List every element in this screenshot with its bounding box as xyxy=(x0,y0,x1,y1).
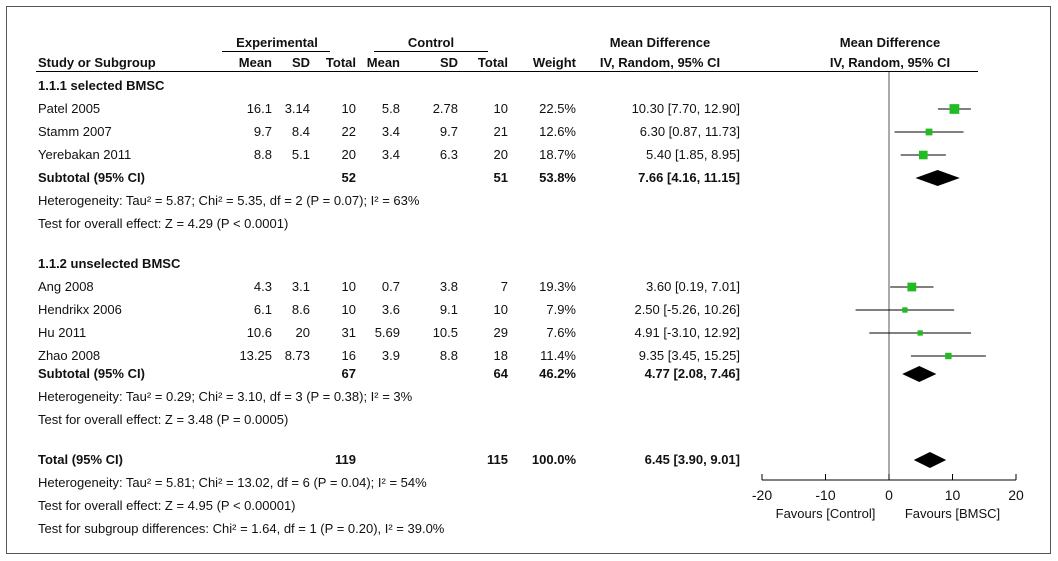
heterogeneity-text: Heterogeneity: Tau² = 0.29; Chi² = 3.10, df = 3 (P = 0.38); I² = 3% xyxy=(38,389,413,404)
study-ci: 4.91 [-3.10, 12.92] xyxy=(634,325,740,340)
total-ci: 6.45 [3.90, 9.01] xyxy=(644,452,740,467)
subtotal-c-total: 51 xyxy=(493,170,508,185)
study-e-mean: 4.3 xyxy=(253,279,272,294)
study-c-total: 10 xyxy=(493,302,508,317)
subtotal-weight: 46.2% xyxy=(539,366,576,381)
study-weight: 7.9% xyxy=(546,302,576,317)
total-weight: 100.0% xyxy=(531,452,576,467)
total-label: Total (95% CI) xyxy=(38,452,123,467)
subtotal-label: Subtotal (95% CI) xyxy=(38,170,145,185)
study-e-mean: 8.8 xyxy=(253,147,272,162)
study-e-sd: 3.14 xyxy=(284,101,310,116)
study-name: Patel 2005 xyxy=(38,101,101,116)
study-weight: 12.6% xyxy=(539,124,576,139)
col-plot-method: IV, Random, 95% CI xyxy=(829,55,951,70)
study-e-sd: 20 xyxy=(295,325,310,340)
col-c-mean: Mean xyxy=(366,55,400,70)
study-c-sd: 2.78 xyxy=(432,101,458,116)
subtotal-e-total: 52 xyxy=(341,170,356,185)
study-weight: 18.7% xyxy=(539,147,576,162)
study-e-sd: 3.1 xyxy=(291,279,310,294)
study-c-total: 10 xyxy=(493,101,508,116)
study-e-sd: 8.4 xyxy=(291,124,310,139)
x-axis-tick-label: 20 xyxy=(1008,487,1024,503)
x-axis-tick-label: -10 xyxy=(815,487,836,503)
subtotal-label: Subtotal (95% CI) xyxy=(38,366,145,381)
study-e-mean: 9.7 xyxy=(253,124,272,139)
study-c-sd: 6.3 xyxy=(439,147,458,162)
col-c-sd: SD xyxy=(439,55,458,70)
study-name: Hu 2011 xyxy=(38,325,87,340)
pooled-diamond xyxy=(914,452,946,468)
study-weight: 19.3% xyxy=(539,279,576,294)
study-c-sd: 9.7 xyxy=(439,124,458,139)
study-c-total: 20 xyxy=(493,147,508,162)
col-study: Study or Subgroup xyxy=(38,55,156,70)
subtotal-c-total: 64 xyxy=(493,366,508,381)
study-e-sd: 8.73 xyxy=(284,348,310,363)
study-e-total: 10 xyxy=(341,101,356,116)
study-ci: 10.30 [7.70, 12.90] xyxy=(631,101,740,116)
experimental-header: Experimental xyxy=(236,35,318,50)
overall-effect-text: Test for overall effect: Z = 4.29 (P < 0.0001) xyxy=(38,216,289,231)
study-c-mean: 3.6 xyxy=(381,302,400,317)
subtotal-ci: 4.77 [2.08, 7.46] xyxy=(644,366,740,381)
study-name: Hendrikx 2006 xyxy=(38,302,122,317)
x-axis-tick-label: 10 xyxy=(944,487,961,503)
effect-marker xyxy=(919,151,928,160)
study-e-mean: 6.1 xyxy=(253,302,272,317)
study-name: Stamm 2007 xyxy=(38,124,112,139)
study-e-total: 31 xyxy=(341,325,356,340)
effect-marker xyxy=(926,129,933,136)
col-e-mean: Mean xyxy=(238,55,272,70)
x-axis-tick-label: -20 xyxy=(751,487,773,503)
study-ci: 5.40 [1.85, 8.95] xyxy=(646,147,740,162)
favours-control-label: Favours [Control] xyxy=(775,506,876,521)
total-c-total: 115 xyxy=(487,452,508,467)
overall-effect-text: Test for overall effect: Z = 3.48 (P = 0.0005) xyxy=(38,412,289,427)
col-e-sd: SD xyxy=(291,55,310,70)
study-c-mean: 5.69 xyxy=(374,325,400,340)
pooled-diamond xyxy=(915,170,959,186)
study-name: Zhao 2008 xyxy=(38,348,101,363)
study-e-mean: 13.25 xyxy=(239,348,272,363)
study-e-total: 16 xyxy=(341,348,356,363)
heterogeneity-text: Heterogeneity: Tau² = 5.87; Chi² = 5.35, df = 2 (P = 0.07); I² = 63% xyxy=(38,193,420,208)
study-name: Yerebakan 2011 xyxy=(38,147,132,162)
study-e-mean: 16.1 xyxy=(246,101,272,116)
study-weight: 22.5% xyxy=(539,101,576,116)
study-e-total: 10 xyxy=(341,302,356,317)
pooled-diamond xyxy=(902,366,936,382)
study-c-total: 21 xyxy=(493,124,508,139)
col-weight: Weight xyxy=(532,55,576,70)
study-ci: 2.50 [-5.26, 10.26] xyxy=(634,302,740,317)
subtotal-weight: 53.8% xyxy=(539,170,576,185)
effect-marker xyxy=(918,330,923,335)
mean-difference-header: Mean Difference xyxy=(609,35,711,50)
study-e-total: 22 xyxy=(341,124,356,139)
subtotal-e-total: 67 xyxy=(341,366,356,381)
subgroup-title: 1.1.1 selected BMSC xyxy=(38,78,165,93)
study-c-total: 18 xyxy=(493,348,508,363)
col-c-total: Total xyxy=(477,55,508,70)
study-c-sd: 8.8 xyxy=(439,348,458,363)
study-c-sd: 3.8 xyxy=(439,279,458,294)
total-e-total: 119 xyxy=(335,452,356,467)
effect-marker xyxy=(902,307,907,312)
total-heterogeneity-text: Heterogeneity: Tau² = 5.81; Chi² = 13.02, df = 6 (P = 0.04); I² = 54% xyxy=(38,475,427,490)
study-c-mean: 5.8 xyxy=(381,101,400,116)
subgroup-title: 1.1.2 unselected BMSC xyxy=(38,256,181,271)
study-c-total: 29 xyxy=(493,325,508,340)
study-c-sd: 9.1 xyxy=(439,302,458,317)
study-ci: 6.30 [0.87, 11.73] xyxy=(639,124,740,139)
effect-marker xyxy=(907,283,916,292)
col-e-total: Total xyxy=(325,55,356,70)
control-header: Control xyxy=(407,35,455,50)
plot-mean-difference-header: Mean Difference xyxy=(839,35,941,50)
study-c-mean: 3.4 xyxy=(381,147,400,162)
effect-marker xyxy=(945,353,951,359)
favours-bmsc-label: Favours [BMSC] xyxy=(904,506,1001,521)
x-axis-tick-label: 0 xyxy=(885,487,893,503)
study-c-mean: 3.9 xyxy=(381,348,400,363)
study-weight: 11.4% xyxy=(540,348,576,363)
effect-marker xyxy=(950,104,960,114)
study-c-mean: 0.7 xyxy=(381,279,400,294)
study-e-sd: 5.1 xyxy=(291,147,310,162)
study-e-total: 10 xyxy=(341,279,356,294)
study-weight: 7.6% xyxy=(546,325,576,340)
study-name: Ang 2008 xyxy=(38,279,94,294)
study-c-sd: 10.5 xyxy=(432,325,458,340)
study-ci: 3.60 [0.19, 7.01] xyxy=(646,279,740,294)
total-overall-effect-text: Test for overall effect: Z = 4.95 (P < 0.00001) xyxy=(38,498,296,513)
study-ci: 9.35 [3.45, 15.25] xyxy=(638,348,740,363)
study-e-sd: 8.6 xyxy=(291,302,310,317)
study-e-total: 20 xyxy=(341,147,356,162)
col-method: IV, Random, 95% CI xyxy=(599,55,721,70)
subtotal-ci: 7.66 [4.16, 11.15] xyxy=(638,170,740,185)
study-e-mean: 10.6 xyxy=(246,325,272,340)
study-c-total: 7 xyxy=(500,279,508,294)
study-c-mean: 3.4 xyxy=(381,124,400,139)
subgroup-differences-text: Test for subgroup differences: Chi² = 1.64, df = 1 (P = 0.20), I² = 39.0% xyxy=(38,521,445,536)
